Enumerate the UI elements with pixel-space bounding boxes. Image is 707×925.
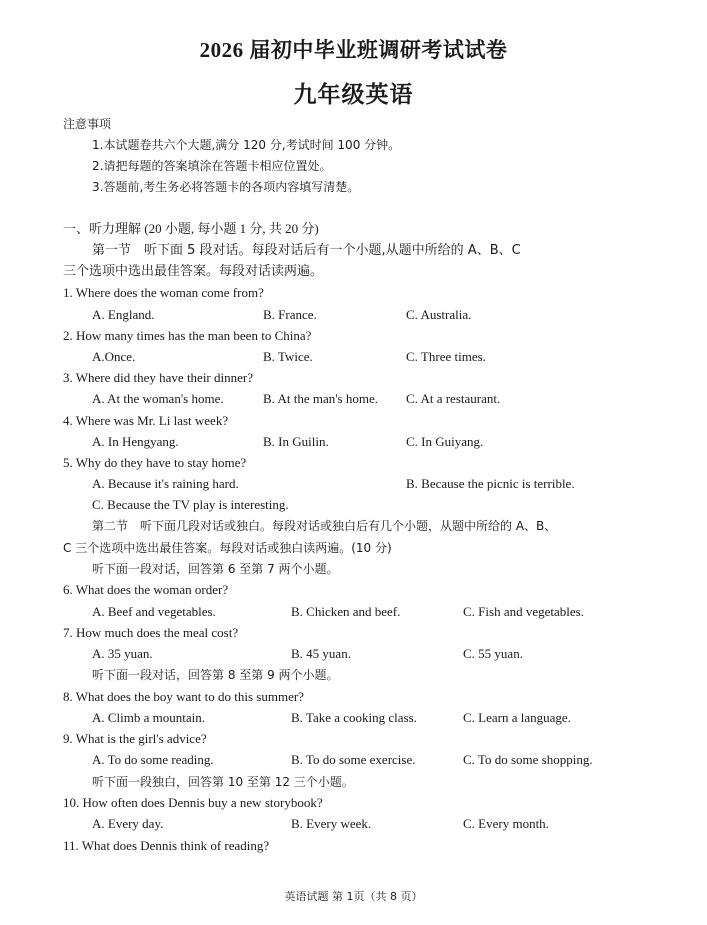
option-a: A. Climb a mountain.: [92, 710, 206, 725]
question-text: 5. Why do they have to stay home?: [63, 455, 247, 470]
option-a: A. 35 yuan.: [92, 646, 153, 661]
exam-subject: 九年级英语: [293, 82, 414, 107]
question-text: 7. How much does the meal cost?: [63, 625, 239, 640]
option-a: A. Beef and vegetables.: [92, 604, 216, 619]
exam-title: 2026 届初中毕业班调研考试试卷: [199, 38, 508, 62]
option-c: C. Because the TV play is interesting.: [92, 497, 289, 512]
question-text: 3. Where did they have their dinner?: [63, 370, 253, 385]
option-b: B. Because the picnic is terrible.: [406, 476, 575, 491]
option-b: B. 45 yuan.: [291, 646, 351, 661]
page-footer: 英语试题 第 1页（共 8 页）: [284, 890, 423, 903]
option-b: B. Every week.: [291, 816, 372, 831]
question-text: 1. Where does the woman come from?: [63, 285, 264, 300]
option-c: C. Australia.: [406, 307, 472, 322]
option-a: A. Every day.: [92, 816, 164, 831]
notes-heading: 注意事项: [63, 117, 112, 131]
section2-instruction: C 三个选项中选出最佳答案。每段对话或独白读两遍。(10 分): [63, 541, 392, 555]
option-b: B. Twice.: [263, 349, 313, 364]
note-item: 2.请把每题的答案填涂在答题卡相应位置处。: [92, 159, 332, 173]
option-b: B. In Guilin.: [263, 434, 329, 449]
option-b: B. Take a cooking class.: [291, 710, 417, 725]
question-text: 8. What does the boy want to do this summer?: [63, 689, 304, 704]
option-c: C. Every month.: [463, 816, 549, 831]
option-a: A. Because it's raining hard.: [92, 476, 239, 491]
note-item: 1.本试题卷共六个大题,满分 120 分,考试时间 100 分钟。: [92, 138, 401, 152]
section2-instruction: 第二节 听下面几段对话或独白。每段对话或独白后有几个小题，从题中所给的 A、B、: [92, 519, 557, 533]
option-a: A. At the woman's home.: [92, 391, 224, 406]
option-c: C. Learn a language.: [463, 710, 571, 725]
question-text: 6. What does the woman order?: [63, 582, 229, 597]
option-a: A.Once.: [92, 349, 136, 364]
question-text: 10. How often does Dennis buy a new storybook?: [63, 795, 323, 810]
option-b: B. Chicken and beef.: [291, 604, 401, 619]
monologue-instruction: 听下面一段独白，回答第 10 至第 12 三个小题。: [92, 775, 354, 789]
option-c: C. At a restaurant.: [406, 391, 501, 406]
question-text: 4. Where was Mr. Li last week?: [63, 413, 229, 428]
dialogue-instruction: 听下面一段对话，回答第 6 至第 7 两个小题。: [92, 562, 339, 576]
option-a: A. England.: [92, 307, 155, 322]
option-b: B. France.: [263, 307, 317, 322]
option-c: C. 55 yuan.: [463, 646, 523, 661]
option-a: A. To do some reading.: [92, 752, 214, 767]
option-c: C. Fish and vegetables.: [463, 604, 584, 619]
option-b: B. To do some exercise.: [291, 752, 416, 767]
option-c: C. In Guiyang.: [406, 434, 484, 449]
question-text: 9. What is the girl's advice?: [63, 731, 207, 746]
dialogue-instruction: 听下面一段对话，回答第 8 至第 9 两个小题。: [92, 668, 339, 682]
question-text: 11. What does Dennis think of reading?: [63, 838, 270, 853]
option-c: C. Three times.: [406, 349, 486, 364]
note-item: 3.答题前,考生务必将答题卡的各项内容填写清楚。: [92, 180, 360, 194]
option-c: C. To do some shopping.: [463, 752, 593, 767]
option-b: B. At the man's home.: [263, 391, 379, 406]
part1-heading: 一、听力理解 (20 小题, 每小题 1 分, 共 20 分): [63, 221, 319, 236]
question-text: 2. How many times has the man been to China?: [63, 328, 312, 343]
section1-instruction: 三个选项中选出最佳答案。每段对话读两遍。: [63, 264, 324, 279]
section1-instruction: 第一节 听下面 5 段对话。每段对话后有一个小题,从题中所给的 A、B、C: [92, 243, 521, 258]
option-a: A. In Hengyang.: [92, 434, 179, 449]
